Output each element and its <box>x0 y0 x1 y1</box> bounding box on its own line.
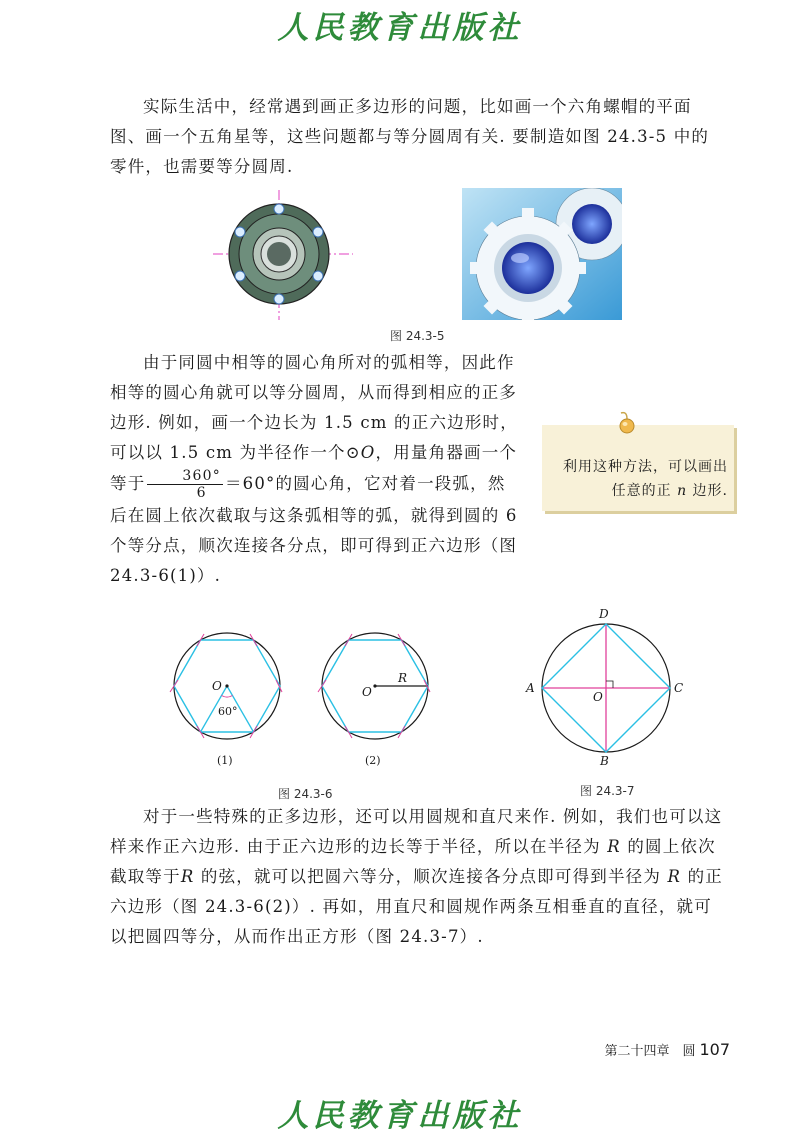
point-label-c: C <box>674 681 684 695</box>
figure-24-3-5-caption: 图 24.3-5 <box>390 329 445 343</box>
chapter-label: 第二十四章 圆 <box>604 1044 696 1059</box>
point-label-d: D <box>599 607 609 621</box>
angle-label-60: 60° <box>218 705 238 718</box>
center-label-o-3: O <box>593 690 603 704</box>
gear-photo <box>462 188 622 320</box>
publisher-banner-bottom: 人民教育出版社 <box>277 1098 523 1134</box>
pushpin-icon <box>617 411 637 435</box>
square-figure <box>520 605 695 765</box>
figure-24-3-6-caption: 图 24.3-6 <box>278 787 333 801</box>
point-label-a: A <box>526 681 535 695</box>
page-number: 107 <box>699 1040 730 1059</box>
subfigure-label-1: (1) <box>217 754 233 767</box>
hexagon-figure-2 <box>316 628 434 770</box>
fraction-360-over-6: $\frac{360^\circ}{6}$ <box>147 468 223 501</box>
hexagon-figure-1 <box>168 628 286 770</box>
margin-note <box>542 425 734 511</box>
page-footer <box>560 1040 730 1059</box>
machine-part-figure <box>205 188 360 323</box>
paragraph-intro: 实际生活中，经常遇到画正多边形的问题，比如画一个六角螺帽的平面图、画一个五角星等，这些问题都与等分圆周有关. 要制造如图 24.3-5 中的零件，也需要等分圆周. <box>110 97 710 176</box>
radius-label-r: R <box>398 671 408 685</box>
point-label-b: B <box>600 754 609 765</box>
center-label-o: O <box>212 679 222 693</box>
figure-24-3-7-caption: 图 24.3-7 <box>580 784 635 798</box>
subfigure-label-2: (2) <box>365 754 381 767</box>
paragraph-construction: 由于同圆中相等的圆心角所对的弧相等，因此作相等的圆心角就可以等分圆周，从而得到相应的正多边形. 例如，画一个边长为 1.5 cm 的正六边形时，可以以 1.5 cm 为半径作一个⊙O，用量角器画一个等于 $\frac{360^\circ}{6}$ ＝60°的圆心角，它对着一段弧，然后在圆上依次截取与这条弧相等的弧，就得到圆的 6 个等分点，顺次连接各分点，即可得到正六边形（图 24.3-6(1)）. <box>110 353 518 585</box>
margin-note-text: 利用这种方法，可以画出任意的正 n 边形. <box>563 459 728 499</box>
paragraph-compass-construction: 对于一些特殊的正多边形，还可以用圆规和直尺来作. 例如，我们也可以这样来作正六边形. 由于正六边形的边长等于半径，所以在半径为 R 的圆上依次截取等于R 的弦，就可以把圆六等分，顺次连接各分点即可得到半径为 R 的正六边形（图 24.3-6(2)）. 再如，用直尺和圆规作两条互相垂直的直径，就可以把圆四等分，从而作出正方形（图 24.3-7）. <box>110 807 724 946</box>
center-label-o-2: O <box>362 685 372 699</box>
publisher-banner-top: 人民教育出版社 <box>277 10 523 46</box>
